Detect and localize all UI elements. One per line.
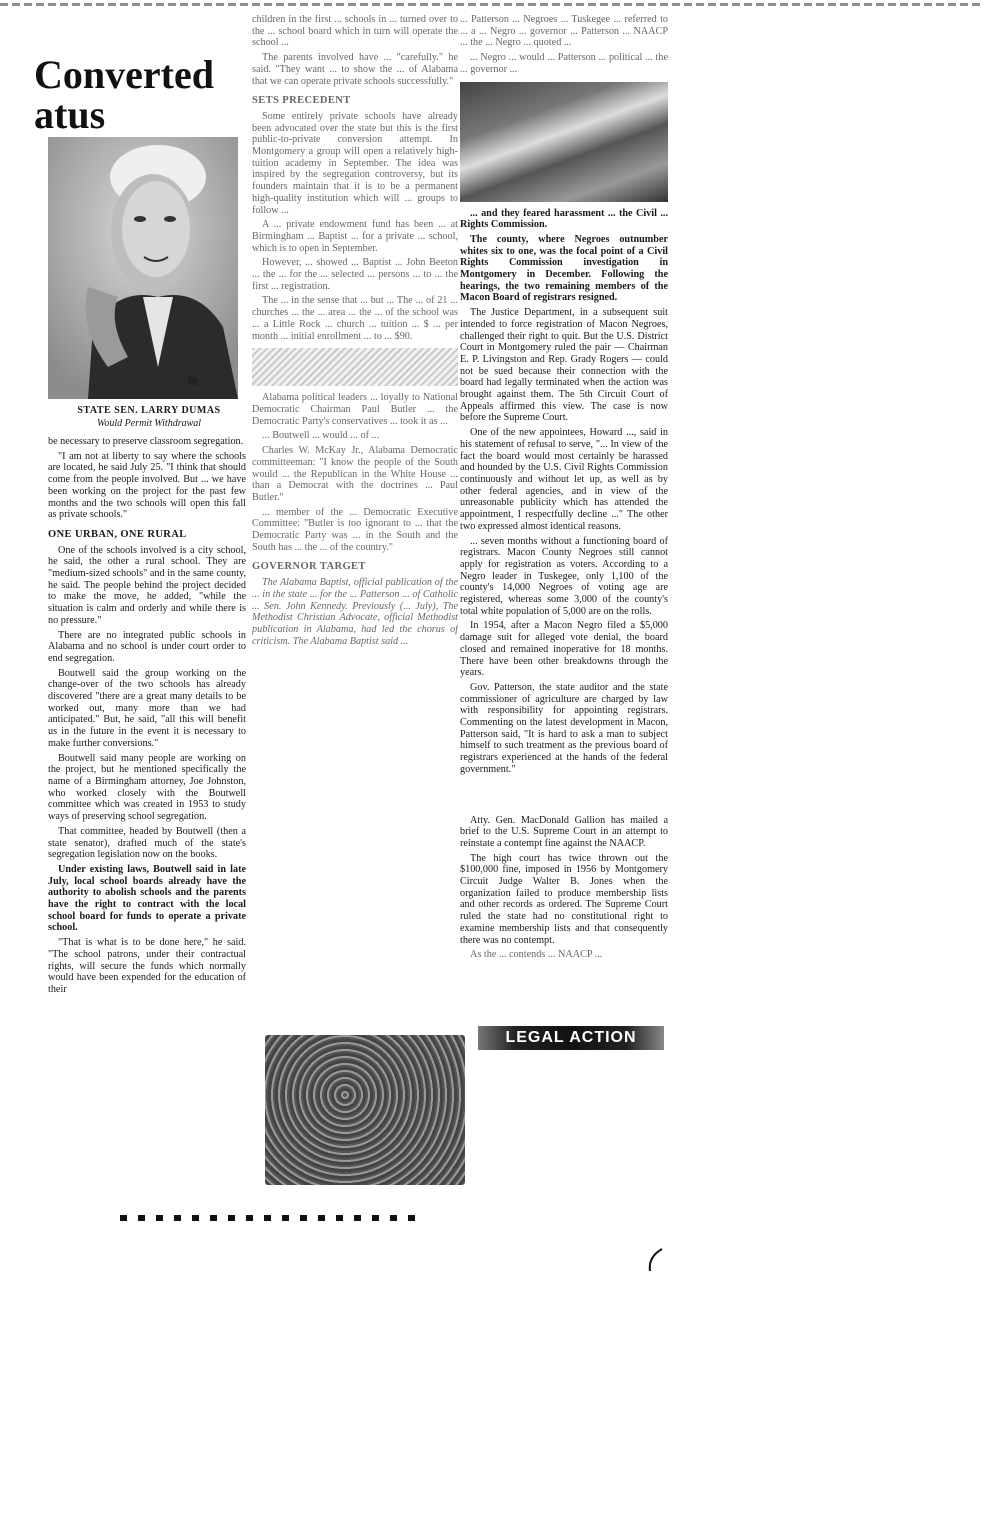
article-column-1 — [48, 436, 246, 1076]
legal-action-section-banner — [478, 1026, 664, 1050]
article-column-2 — [252, 14, 458, 1024]
col1-paragraph: Boutwell said the group working on the change-over of the two schools has already discovered "there are a great many details to be worked out, many more than we had anticipated." But, he said, "all this will benefit us in the future in the event it is necessary to make further conversions." — [48, 667, 246, 749]
col2-paragraph: However, ... showed ... Baptist ... John Beeton ... the ... for the ... selected ... persons ... to ... the first ... registration. — [252, 257, 458, 292]
col1-paragraph: There are no integrated public schools in Alabama and no school is under court order to end segregation. — [48, 629, 246, 664]
col1-paragraph: "That is what is to be done here," he said. "The school patrons, under their contractual rights, will secure the funds which normally would have been expended for the education of their — [48, 937, 246, 995]
col2-halftone-photo — [265, 1035, 465, 1185]
col3-paragraph: In 1954, after a Macon Negro filed a $5,000 damage suit for alleged vote denial, the board closed and remained inoperative for 18 months. There have been other breakdowns through the years. — [460, 620, 668, 679]
photo-caption-name: STATE SEN. LARRY DUMAS — [77, 405, 221, 416]
article-column-3 — [460, 14, 668, 1249]
col1-paragraph: "I am not at liberty to say where the schools are located, he said July 25. "I think that should come from the people involved. But ... we have been working on the project for the past few months and the two schools will open this fall as private schools." — [48, 450, 246, 521]
col3-paragraph: The Justice Department, in a subsequent suit intended to force registration of Macon Negroes, challenged their right to quit. But the U.S. District Court in Montgomery ruled the pair — Chairman E. P. Livingston and Rep. Grady Rogers — could not be sued because their connection with the board had legally terminated when the action was brought against them. The 5th Circuit Court of Appeals affirmed this view. The case is now before the Supreme Court. — [460, 307, 668, 424]
col3-paragraph: Gov. Patterson, the state auditor and the state commissioner of agriculture are charged by law with responsibility for appointing registrars. Commenting on the latest development in Macon, Patterson said, "It is hard to ask a man to subject himself to such treatment as the previous board of registrars experienced at the hands of the federal government." — [460, 681, 668, 775]
col2-paragraph: Alabama political leaders ... loyally to National Democratic Chairman Paul Butler ... the Democratic Party's conservatives ... took it as ... — [252, 392, 458, 427]
col3-paragraph: Atty. Gen. MacDonald Gallion has mailed a brief to the U.S. Supreme Court in an attempt to reinstate a contempt fine against the NAACP. — [460, 814, 668, 849]
col2-paragraph: ... Boutwell ... would ... of ... — [262, 430, 380, 442]
col1-paragraph: Under existing laws, Boutwell said in late July, local school boards already have the authority to abolish schools and the parents have the right to contract with the local school board for funds to operate a private school. — [48, 863, 246, 934]
senator-portrait-photo — [48, 137, 238, 399]
col3-paragraph: ... and they feared harassment ... the Civil ... Rights Commission. — [460, 207, 668, 231]
col1-paragraph: That committee, headed by Boutwell (then a state senator), drafted much of the state's segregation legislation now on the books. — [48, 825, 246, 861]
article-headline — [34, 52, 214, 137]
col2-subheading-governor-target: GOVERNOR TARGET — [252, 561, 366, 573]
headline-line-1: Converted — [34, 52, 214, 97]
col3-paragraph: ... seven months without a functioning board of registrars. Macon County Negroes still cannot apply for registration as voters. According to a Negro leader in Tuskegee, only 1,100 of the county's 14,000 Negroes of voting age are registered, whereas some 3,000 of the county's total white population of 5,000 are on the rolls. — [460, 535, 668, 617]
col2-paragraph: The Alabama Baptist, official publication of the ... in the state ... for the ... Patterson ... of Catholic ... Sen. John Kennedy. Previously (... July), The Methodist Christian Advocate, official Methodist publication in Alabama, had led the chorus of criticism. The Alabama Baptist said ... — [252, 577, 458, 647]
col1-paragraph: One of the schools involved is a city school, he said, the other a rural school. They are "medium-sized schools" and in the same county, he said. The people behind the project decided to make the move, he added, "while the situation is calm and orderly and while there is no pressure." — [48, 544, 246, 626]
page-top-border — [0, 3, 984, 6]
col1-paragraph: be necessary to preserve classroom segregation. — [48, 436, 244, 447]
col3-paragraph: The county, where Negroes outnumber whites six to one, was the focal point of a Civil Rights Commission investigation in Montgomery in December. Following the hearings, the two remaining members of the Macon Board of registrars resigned. — [460, 233, 668, 304]
legal-action-title: LEGAL ACTION — [505, 1029, 637, 1046]
col2-paragraph: The ... in the sense that ... but ... The ... of 21 ... churches ... the ... area ... the ... of the school was ... a Little Rock ... church ... tuition ... $ ... per month ... initial enrollment ... to ... $90. — [252, 295, 458, 342]
col2-subheading-sets-precedent: SETS PRECEDENT — [252, 95, 351, 107]
col3-paragraph: ... Patterson ... Negroes ... Tuskegee ... referred to ... a ... Negro ... governor ... Patterson ... NAACP ... the ... Negro ... quoted ... — [460, 14, 668, 49]
col1-paragraph: Boutwell said many people are working on the project, but he mentioned specifically the name of a Birmingham attorney, Joe Johnston, who worked closely with the Boutwell committee which was created in 1953 to study ways of preserving school segregation. — [48, 752, 246, 823]
col2-paragraph: The parents involved have ... "carefully." he said. "They want ... to show the ... of Alabama that we can operate private schools successfully." — [252, 52, 458, 87]
col3-section-spacer — [460, 779, 668, 815]
col3-paragraph: As the ... contends ... NAACP ... — [470, 949, 603, 961]
col3-paragraph: ... Negro ... would ... Patterson ... political ... the ... governor ... — [460, 52, 668, 75]
bottom-dashed-rule — [120, 1215, 420, 1221]
col3-paragraph: One of the new appointees, Howard ..., said in his statement of refusal to serve, "... In view of the fact the board would most certainly be harassed and hounded by the U.S. Civil Rights Commission continuously and without let up, as well as by other federal agencies, and in view of the unreasonable publicity which has attended the appointment, I respectfully decline ..." The other two expressed almost identical reasons. — [460, 427, 668, 532]
handwritten-mark-icon — [640, 1245, 670, 1275]
col2-paragraph: children in the first ... schools in ... turned over to the ... school board which in turn will operate the school ... — [252, 14, 458, 49]
headline-line-2: atus — [34, 92, 106, 137]
col2-paragraph: Charles W. McKay Jr., Alabama Democratic committeeman: "I know the people of the South would ... the Republican in the White House ... than a Democrat with the doctrines ... Paul Butler." — [252, 445, 458, 503]
col3-halftone-photo — [460, 82, 668, 202]
col2-paragraph: A ... private endowment fund has been ... at Birmingham ... Baptist ... for a private ... school, which is to open in September. — [252, 219, 458, 254]
col3-paragraph: The high court has twice thrown out the $100,000 fine, imposed in 1956 by Montgomery Circuit Judge Walter B. Jones when the organization failed to produce membership lists and other records as ordered. The Supreme Court ruled the state had no constitutional right to examine membership lists and that consequently there was no contempt. — [460, 852, 668, 946]
col2-paragraph: Some entirely private schools have already been advocated over the state but this is the first public-to-private conversion attempt. In Montgomery a group will open a relatively high-tuition academy in September. The idea was inspired by the segregation controversy, but its founders maintain that it is to be a permanent high-quality institution which will ... groups to follow ... — [252, 110, 458, 216]
col2-smudged-block — [252, 348, 458, 386]
col2-paragraph: ... member of the ... Democratic Executive Committee: "Butler is too ignorant to ... that the Democratic Party was ... in the South and the South has ... the ... of the country." — [252, 506, 458, 553]
col1-subheading-one-urban: ONE URBAN, ONE RURAL — [48, 528, 187, 540]
portrait-illustration — [48, 137, 238, 399]
photo-caption-subtitle: Would Permit Withdrawal — [96, 418, 202, 429]
